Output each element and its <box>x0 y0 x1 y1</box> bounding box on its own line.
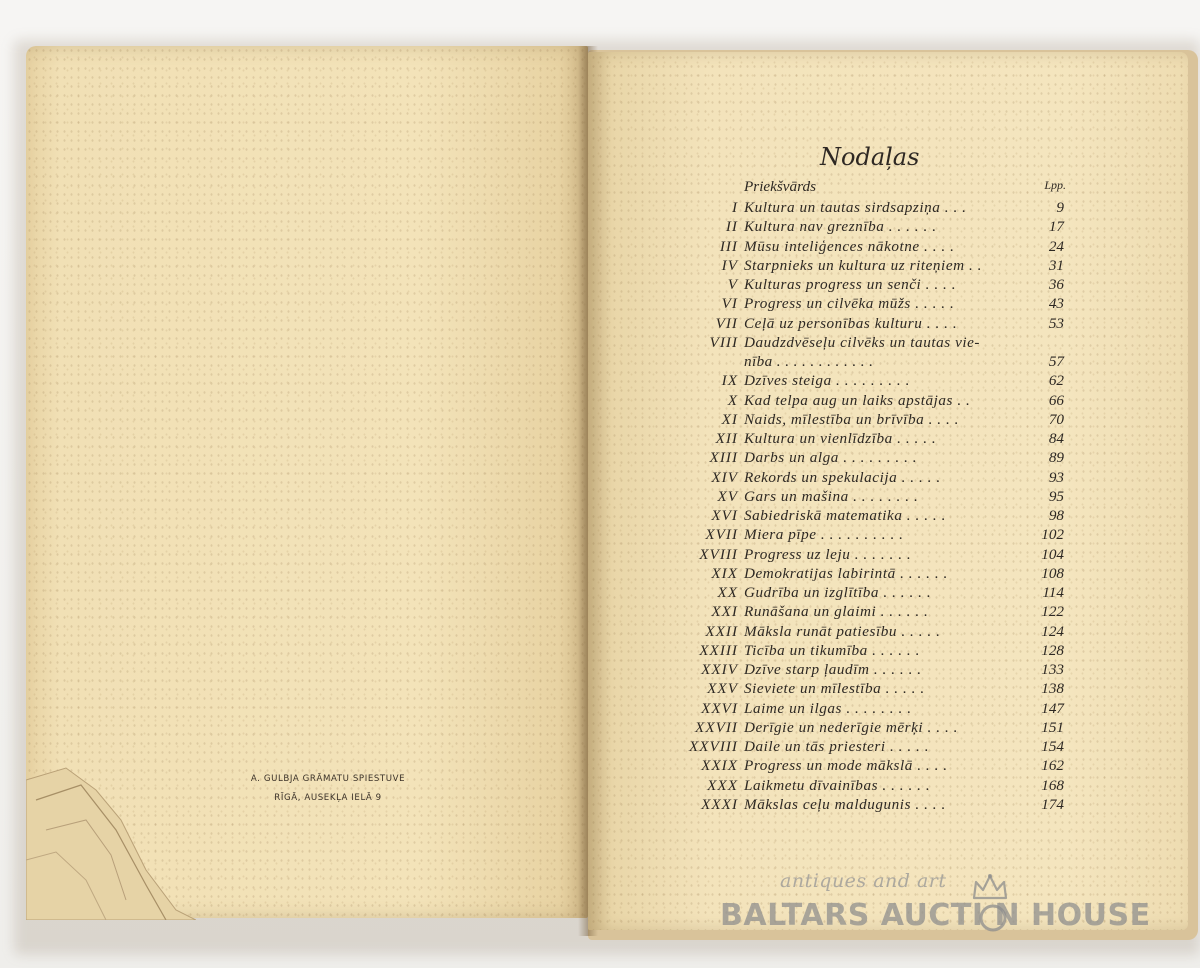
toc-page-number: 57 <box>1048 353 1064 370</box>
toc-row <box>648 352 1078 371</box>
toc-page-number: 36 <box>1048 276 1064 293</box>
toc-row <box>648 506 1078 525</box>
toc-chapter-number: VI <box>721 295 738 313</box>
toc-chapter-number: VIII <box>709 333 738 351</box>
toc-row <box>648 756 1078 775</box>
toc-row <box>648 718 1078 737</box>
toc-chapter-title: Kultura un vienlīdzība . . . . . <box>744 430 937 447</box>
toc-chapter-number: XVII <box>705 526 738 544</box>
toc-page-number: 66 <box>1048 391 1064 409</box>
toc-page-number: 168 <box>1041 776 1064 794</box>
toc-chapter-title: Gudrība un izglītība . . . . . . <box>744 584 932 601</box>
toc-row <box>648 371 1078 390</box>
toc-chapter-title: nība . . . . . . . . . . . . <box>744 353 874 370</box>
toc-chapter-title: Mākslas ceļu maldugunis . . . . <box>744 795 946 813</box>
toc-row <box>648 737 1078 756</box>
toc-chapter-title: Mūsu inteliģences nākotne . . . . <box>744 237 955 255</box>
printer-line-1: A. GULBJA GRĀMATU SPIESTUVE <box>250 774 406 784</box>
toc-page-number: 114 <box>1042 584 1064 601</box>
toc-page-number: 162 <box>1041 757 1064 775</box>
toc-chapter-number: XXI <box>711 603 738 621</box>
toc-chapter-number: XI <box>721 410 738 428</box>
toc-page-number: 95 <box>1048 487 1064 505</box>
toc-page-number: 17 <box>1048 218 1064 236</box>
toc-chapter-title: Kulturas progress un senči . . . . <box>744 276 957 293</box>
toc-chapter-number: IV <box>721 256 738 274</box>
toc-page-number: 138 <box>1041 680 1064 698</box>
globe-icon <box>978 903 1008 933</box>
toc-row <box>648 776 1078 795</box>
toc-chapter-title: Ticība un tikumība . . . . . . <box>744 641 920 659</box>
toc-page-number: 128 <box>1041 641 1064 659</box>
toc-row <box>648 487 1078 506</box>
toc-page-number: 53 <box>1048 314 1064 332</box>
toc-page-number: 133 <box>1041 661 1064 678</box>
toc-page-header: Lpp. <box>1044 178 1066 192</box>
toc-page-number: 174 <box>1041 795 1064 813</box>
toc-chapter-title: Daudzdvēseļu cilvēks un tautas vie- <box>744 333 981 351</box>
toc-page-number: 154 <box>1041 738 1064 755</box>
watermark <box>720 870 1151 940</box>
toc-chapter-title: Kultura nav greznība . . . . . . <box>744 218 937 236</box>
toc-chapter-number: II <box>725 218 738 236</box>
toc-chapter-number: XXVI <box>701 699 738 717</box>
toc-chapter-title: Dzīve starp ļaudīm . . . . . . <box>744 661 922 678</box>
toc-row <box>648 217 1078 236</box>
toc-preface: Priekšvārds <box>744 178 816 195</box>
toc-row <box>648 391 1078 410</box>
toc-chapter-number: VII <box>715 314 738 332</box>
toc-row <box>648 410 1078 429</box>
toc-page-number: 62 <box>1048 372 1064 390</box>
toc-row <box>648 679 1078 698</box>
toc-chapter-title: Sabiedriskā matematika . . . . . <box>744 507 946 524</box>
toc-page-number: 84 <box>1048 430 1064 447</box>
toc-chapter-number: XXVII <box>695 718 738 736</box>
toc-chapter-title: Demokratijas labirintā . . . . . . <box>744 564 948 582</box>
toc-chapter-number: XII <box>715 430 738 447</box>
toc-page-number: 147 <box>1041 699 1064 717</box>
toc-chapter-title: Darbs un alga . . . . . . . . . <box>744 449 918 467</box>
toc-header <box>648 178 1078 198</box>
toc-chapter-title: Starpnieks un kultura uz riteņiem . . <box>744 256 983 274</box>
torn-corner <box>26 760 196 920</box>
toc-page-number: 89 <box>1048 449 1064 467</box>
toc-page-number: 108 <box>1041 564 1064 582</box>
toc-page-number: 98 <box>1048 507 1064 524</box>
toc-row <box>648 660 1078 679</box>
toc-chapter-number: XXVIII <box>688 738 738 755</box>
toc-row <box>648 564 1078 583</box>
toc-chapter-number: XXV <box>707 680 738 698</box>
toc-row <box>648 583 1078 602</box>
toc-entries <box>648 198 1078 814</box>
toc-row <box>648 602 1078 621</box>
toc-row <box>648 333 1078 352</box>
toc-chapter-title: Laime un ilgas . . . . . . . . <box>744 699 912 717</box>
table-of-contents <box>648 178 1078 814</box>
toc-page-number: 93 <box>1048 468 1064 486</box>
toc-row <box>648 641 1078 660</box>
toc-chapter-number: XIX <box>711 564 738 582</box>
toc-row <box>648 525 1078 544</box>
toc-row <box>648 198 1078 217</box>
toc-chapter-title: Naids, mīlestība un brīvība . . . . <box>744 410 960 428</box>
toc-chapter-title: Miera pīpe . . . . . . . . . . <box>744 526 904 544</box>
toc-chapter-title: Daile un tās priesteri . . . . . <box>744 738 930 755</box>
toc-chapter-number: IX <box>721 372 738 390</box>
watermark-brand: BALTARS AUCTI N HOUSE <box>720 898 1151 933</box>
watermark-subtitle: antiques and art <box>780 870 947 892</box>
toc-page-number: 43 <box>1048 295 1064 313</box>
toc-chapter-title: Dzīves steiga . . . . . . . . . <box>744 372 910 390</box>
toc-chapter-title: Sieviete un mīlestība . . . . . <box>744 680 925 698</box>
toc-row <box>648 256 1078 275</box>
toc-page-number: 122 <box>1041 603 1064 621</box>
toc-chapter-title: Derīgie un nederīgie mērķi . . . . <box>744 718 958 736</box>
toc-chapter-title: Rekords un spekulacija . . . . . <box>744 468 941 486</box>
toc-row <box>648 294 1078 313</box>
toc-chapter-title: Gars un mašina . . . . . . . . <box>744 487 919 505</box>
toc-chapter-number: XIII <box>709 449 738 467</box>
toc-row <box>648 545 1078 564</box>
toc-chapter-title: Ceļā uz personības kulturu . . . . <box>744 314 958 332</box>
toc-chapter-number: XX <box>717 584 738 601</box>
toc-page-number: 9 <box>1056 199 1064 216</box>
toc-chapter-number: XV <box>717 487 738 505</box>
toc-chapter-title: Laikmetu dīvainības . . . . . . <box>744 776 931 794</box>
toc-chapter-title: Progress un cilvēka mūžs . . . . . <box>744 295 955 313</box>
toc-chapter-number: XXIX <box>701 757 738 775</box>
toc-row <box>648 429 1078 448</box>
toc-title: Nodaļas <box>820 143 920 171</box>
toc-chapter-number: I <box>731 199 738 216</box>
toc-chapter-number: XVIII <box>699 545 738 563</box>
toc-row <box>648 795 1078 814</box>
toc-page-number: 151 <box>1041 718 1064 736</box>
toc-chapter-title: Kultura un tautas sirdsapziņa . . . <box>744 199 967 216</box>
toc-row <box>648 468 1078 487</box>
toc-row <box>648 699 1078 718</box>
toc-chapter-title: Runāšana un glaimi . . . . . . <box>744 603 929 621</box>
toc-chapter-title: Progress uz leju . . . . . . . <box>744 545 912 563</box>
toc-chapter-number: XXIV <box>701 661 738 678</box>
toc-row <box>648 448 1078 467</box>
toc-chapter-title: Progress un mode mākslā . . . . <box>744 757 948 775</box>
printer-line-2: RĪGĀ, AUSEKĻA IELĀ 9 <box>274 793 382 803</box>
toc-chapter-title: Kad telpa aug un laiks apstājas . . <box>744 391 971 409</box>
toc-chapter-number: XIV <box>711 468 738 486</box>
toc-page-number: 70 <box>1048 410 1064 428</box>
toc-chapter-title: Māksla runāt patiesību . . . . . <box>744 622 941 640</box>
toc-row <box>648 275 1078 294</box>
toc-page-number: 104 <box>1041 545 1064 563</box>
toc-chapter-number: XXX <box>707 776 738 794</box>
toc-page-number: 102 <box>1041 526 1064 544</box>
printer-imprint <box>228 770 428 808</box>
toc-page-number: 31 <box>1048 256 1064 274</box>
toc-chapter-number: III <box>719 237 738 255</box>
toc-chapter-number: V <box>727 276 738 293</box>
toc-row <box>648 237 1078 256</box>
toc-page-number: 24 <box>1048 237 1064 255</box>
toc-chapter-number: X <box>727 391 738 409</box>
toc-row <box>648 622 1078 641</box>
toc-chapter-number: XXIII <box>699 641 738 659</box>
toc-chapter-number: XXII <box>705 622 738 640</box>
toc-chapter-number: XVI <box>711 507 738 524</box>
toc-row <box>648 314 1078 333</box>
toc-page-number: 124 <box>1041 622 1064 640</box>
toc-chapter-number: XXXI <box>701 795 738 813</box>
